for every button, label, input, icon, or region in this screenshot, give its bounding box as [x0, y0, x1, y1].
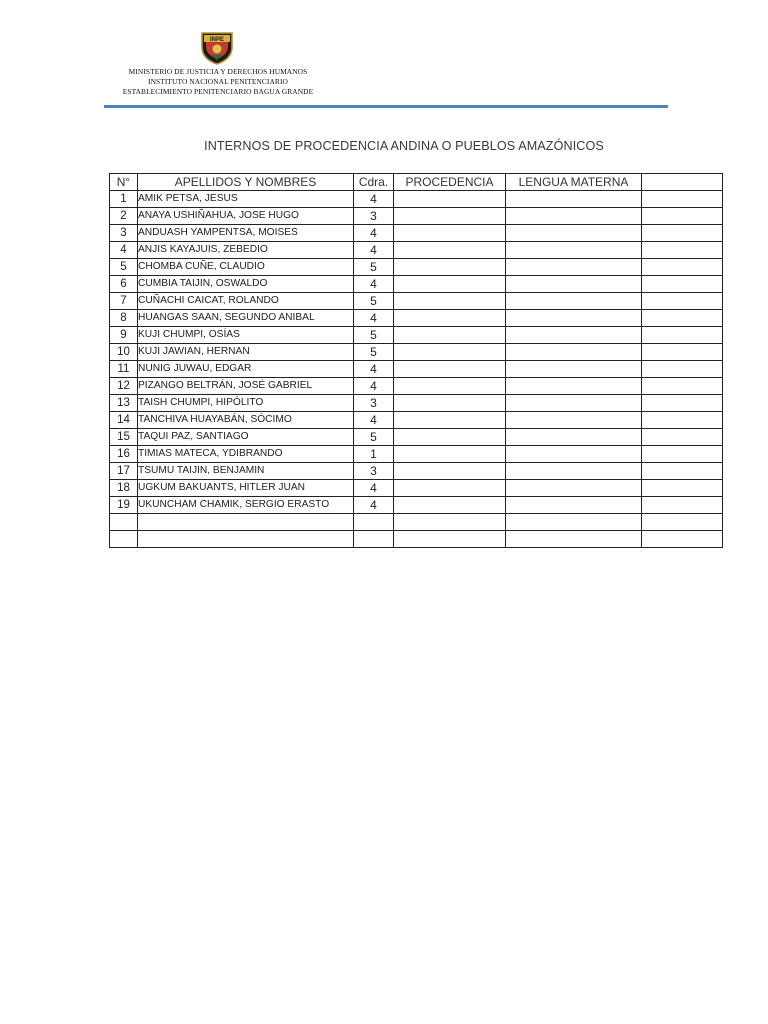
- table-row: [110, 514, 723, 531]
- row-number-cell: 5: [110, 259, 138, 276]
- row-number-cell: 15: [110, 429, 138, 446]
- row-cdra-cell: 4: [354, 191, 394, 208]
- row-blank-cell: [642, 361, 723, 378]
- row-blank-cell: [642, 463, 723, 480]
- row-cdra-cell: [354, 514, 394, 531]
- row-lengua-materna-cell: [506, 480, 642, 497]
- row-name-cell: TANCHIVA HUAYABÁN, SÓCIMO: [138, 412, 354, 429]
- row-number-cell: 17: [110, 463, 138, 480]
- row-procedencia-cell: [394, 259, 506, 276]
- row-procedencia-cell: [394, 276, 506, 293]
- row-procedencia-cell: [394, 327, 506, 344]
- row-number-cell: 8: [110, 310, 138, 327]
- row-name-cell: UGKUM BAKUANTS, HITLER JUAN: [138, 480, 354, 497]
- table-row: [110, 327, 723, 344]
- column-header-cdra: Cdra.: [354, 174, 394, 191]
- row-cdra-cell: 4: [354, 225, 394, 242]
- table-row: [110, 191, 723, 208]
- inpe-logo: [199, 31, 235, 65]
- logo-text: INPE: [209, 37, 225, 43]
- row-blank-cell: [642, 327, 723, 344]
- row-number-cell: 16: [110, 446, 138, 463]
- table-row: [110, 446, 723, 463]
- row-lengua-materna-cell: [506, 225, 642, 242]
- row-number-cell: 18: [110, 480, 138, 497]
- row-procedencia-cell: [394, 310, 506, 327]
- row-cdra-cell: 5: [354, 429, 394, 446]
- row-blank-cell: [642, 378, 723, 395]
- row-procedencia-cell: [394, 412, 506, 429]
- row-blank-cell: [642, 497, 723, 514]
- row-number-cell: 6: [110, 276, 138, 293]
- row-cdra-cell: 4: [354, 361, 394, 378]
- row-name-cell: UKUNCHAM CHAMIK, SERGIO ERASTO: [138, 497, 354, 514]
- row-lengua-materna-cell: [506, 259, 642, 276]
- table-row: [110, 293, 723, 310]
- row-name-cell: CHOMBA CUÑE, CLAUDIO: [138, 259, 354, 276]
- row-blank-cell: [642, 225, 723, 242]
- institute-line: INSTITUTO NACIONAL PENITENCIARIO: [148, 77, 288, 86]
- row-blank-cell: [642, 514, 723, 531]
- row-blank-cell: [642, 446, 723, 463]
- row-lengua-materna-cell: [506, 514, 642, 531]
- row-lengua-materna-cell: [506, 446, 642, 463]
- row-blank-cell: [642, 293, 723, 310]
- row-name-cell: TAISH CHUMPI, HIPÓLITO: [138, 395, 354, 412]
- row-procedencia-cell: [394, 514, 506, 531]
- row-lengua-materna-cell: [506, 463, 642, 480]
- row-name-cell: HUANGAS SAAN, SEGUNDO ANIBAL: [138, 310, 354, 327]
- row-procedencia-cell: [394, 191, 506, 208]
- row-lengua-materna-cell: [506, 191, 642, 208]
- row-blank-cell: [642, 259, 723, 276]
- row-number-cell: 11: [110, 361, 138, 378]
- row-procedencia-cell: [394, 497, 506, 514]
- table-row: [110, 310, 723, 327]
- table-row: [110, 412, 723, 429]
- row-procedencia-cell: [394, 446, 506, 463]
- row-blank-cell: [642, 208, 723, 225]
- row-blank-cell: [642, 242, 723, 259]
- column-header-number: N°: [110, 174, 138, 191]
- row-lengua-materna-cell: [506, 412, 642, 429]
- row-number-cell: 7: [110, 293, 138, 310]
- row-name-cell: TSUMU TAIJIN, BENJAMIN: [138, 463, 354, 480]
- row-name-cell: [138, 514, 354, 531]
- row-blank-cell: [642, 531, 723, 548]
- row-lengua-materna-cell: [506, 310, 642, 327]
- row-name-cell: NUNIG JUWAU, EDGAR: [138, 361, 354, 378]
- organization-header: [108, 67, 328, 97]
- table-row: [110, 531, 723, 548]
- row-cdra-cell: 4: [354, 276, 394, 293]
- row-name-cell: KUJI JAWIAN, HERNAN: [138, 344, 354, 361]
- row-lengua-materna-cell: [506, 208, 642, 225]
- table-row: [110, 463, 723, 480]
- table-row: [110, 429, 723, 446]
- row-name-cell: ANDUASH YAMPENTSA, MOISES: [138, 225, 354, 242]
- column-header-procedencia: PROCEDENCIA: [394, 174, 506, 191]
- row-lengua-materna-cell: [506, 378, 642, 395]
- row-cdra-cell: 3: [354, 463, 394, 480]
- row-procedencia-cell: [394, 361, 506, 378]
- row-blank-cell: [642, 276, 723, 293]
- row-procedencia-cell: [394, 429, 506, 446]
- row-cdra-cell: 4: [354, 310, 394, 327]
- table-row: [110, 378, 723, 395]
- header-divider: [104, 105, 668, 108]
- row-number-cell: 3: [110, 225, 138, 242]
- row-cdra-cell: 1: [354, 446, 394, 463]
- table-row: [110, 225, 723, 242]
- row-lengua-materna-cell: [506, 344, 642, 361]
- row-name-cell: CUMBIA TAIJIN, OSWALDO: [138, 276, 354, 293]
- row-blank-cell: [642, 429, 723, 446]
- table-row: [110, 497, 723, 514]
- table-row: [110, 276, 723, 293]
- row-blank-cell: [642, 480, 723, 497]
- row-number-cell: 13: [110, 395, 138, 412]
- table-row: [110, 480, 723, 497]
- row-name-cell: TIMIAS MATECA, YDIBRANDO: [138, 446, 354, 463]
- row-cdra-cell: 5: [354, 344, 394, 361]
- row-cdra-cell: 4: [354, 412, 394, 429]
- document-title: INTERNOS DE PROCEDENCIA ANDINA O PUEBLOS AMAZÓNICOS: [204, 139, 604, 153]
- row-cdra-cell: 4: [354, 480, 394, 497]
- row-number-cell: [110, 531, 138, 548]
- row-blank-cell: [642, 412, 723, 429]
- table-row: [110, 395, 723, 412]
- row-number-cell: 19: [110, 497, 138, 514]
- column-header-lengua-materna: LENGUA MATERNA: [506, 174, 642, 191]
- row-cdra-cell: 5: [354, 259, 394, 276]
- row-blank-cell: [642, 191, 723, 208]
- table-row: [110, 361, 723, 378]
- ministry-line: MINISTERIO DE JUSTICIA Y DERECHOS HUMANOS: [128, 67, 308, 76]
- row-number-cell: 2: [110, 208, 138, 225]
- row-number-cell: 12: [110, 378, 138, 395]
- row-lengua-materna-cell: [506, 531, 642, 548]
- row-procedencia-cell: [394, 480, 506, 497]
- row-procedencia-cell: [394, 293, 506, 310]
- row-lengua-materna-cell: [506, 327, 642, 344]
- row-number-cell: 9: [110, 327, 138, 344]
- row-lengua-materna-cell: [506, 293, 642, 310]
- row-procedencia-cell: [394, 344, 506, 361]
- row-number-cell: 4: [110, 242, 138, 259]
- column-header-blank: [642, 174, 723, 191]
- row-name-cell: AMIK PETSA, JESUS: [138, 191, 354, 208]
- row-name-cell: ANAYA USHIÑAHUA, JOSE HUGO: [138, 208, 354, 225]
- row-cdra-cell: 4: [354, 242, 394, 259]
- row-blank-cell: [642, 310, 723, 327]
- row-number-cell: [110, 514, 138, 531]
- row-name-cell: KUJI CHUMPI, OSÍAS: [138, 327, 354, 344]
- row-lengua-materna-cell: [506, 276, 642, 293]
- inmates-table: [109, 173, 723, 548]
- row-procedencia-cell: [394, 395, 506, 412]
- establishment-line: ESTABLECIMIENTO PENITENCIARIO BAGUA GRANDE: [122, 87, 314, 96]
- row-procedencia-cell: [394, 225, 506, 242]
- row-procedencia-cell: [394, 531, 506, 548]
- row-number-cell: 1: [110, 191, 138, 208]
- row-lengua-materna-cell: [506, 429, 642, 446]
- row-number-cell: 10: [110, 344, 138, 361]
- table-row: [110, 208, 723, 225]
- row-procedencia-cell: [394, 463, 506, 480]
- row-blank-cell: [642, 395, 723, 412]
- table-row: [110, 242, 723, 259]
- row-name-cell: [138, 531, 354, 548]
- row-procedencia-cell: [394, 378, 506, 395]
- column-header-names: APELLIDOS Y NOMBRES: [138, 174, 354, 191]
- row-name-cell: CUÑACHI CAICAT, ROLANDO: [138, 293, 354, 310]
- row-cdra-cell: 5: [354, 327, 394, 344]
- row-lengua-materna-cell: [506, 497, 642, 514]
- row-name-cell: TAQUI PAZ, SANTIAGO: [138, 429, 354, 446]
- row-name-cell: ANJIS KAYAJUIS, ZEBEDIO: [138, 242, 354, 259]
- row-lengua-materna-cell: [506, 361, 642, 378]
- row-cdra-cell: 5: [354, 293, 394, 310]
- row-cdra-cell: 4: [354, 378, 394, 395]
- row-lengua-materna-cell: [506, 242, 642, 259]
- table-header-row: [110, 174, 723, 191]
- row-procedencia-cell: [394, 242, 506, 259]
- table-row: [110, 344, 723, 361]
- row-procedencia-cell: [394, 208, 506, 225]
- table-row: [110, 259, 723, 276]
- row-cdra-cell: [354, 531, 394, 548]
- row-cdra-cell: 4: [354, 497, 394, 514]
- row-number-cell: 14: [110, 412, 138, 429]
- row-cdra-cell: 3: [354, 208, 394, 225]
- row-blank-cell: [642, 344, 723, 361]
- row-cdra-cell: 3: [354, 395, 394, 412]
- row-lengua-materna-cell: [506, 395, 642, 412]
- row-name-cell: PIZANGO BELTRÁN, JOSÉ GABRIEL: [138, 378, 354, 395]
